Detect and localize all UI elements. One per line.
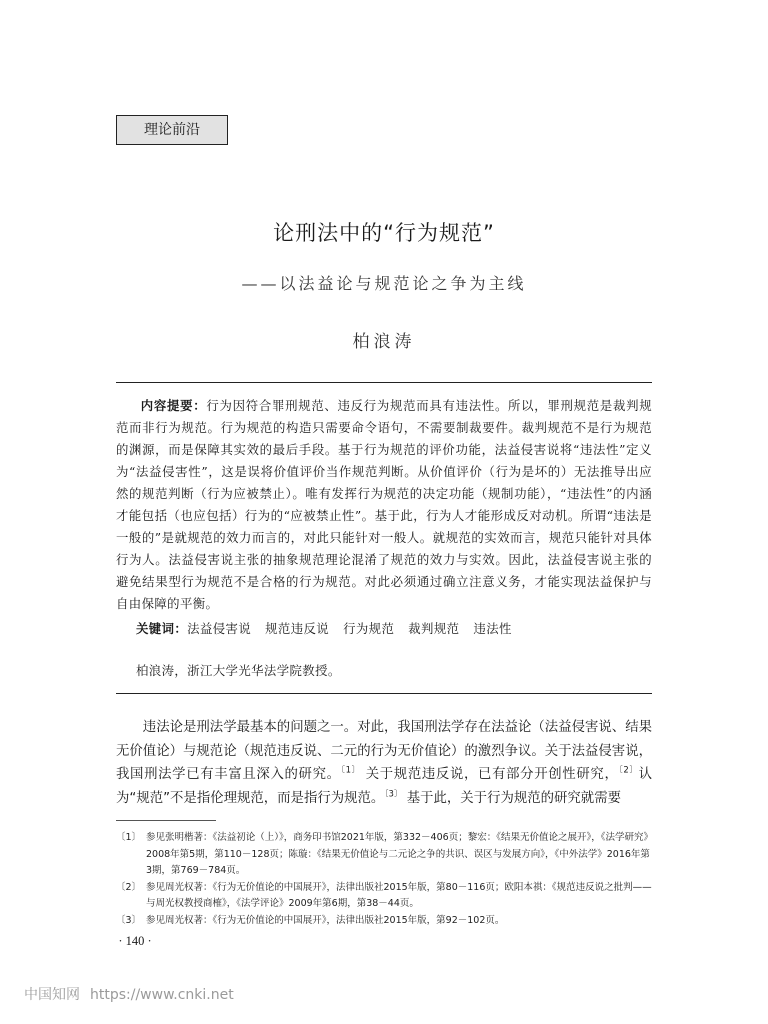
body-text-run: 关于规范违反说，已有部分开创性研究， <box>360 767 619 782</box>
article-subtitle: ——以法益论与规范论之争为主线 <box>241 274 527 293</box>
keywords-label: 关键词： <box>136 621 188 636</box>
footnote-text: 参见周光权著：《行为无价值论的中国展开》，法律出版社2015年版，第92－102页。 <box>146 914 505 926</box>
keyword: 行为规范 <box>343 621 395 636</box>
footnote-text: 参见周光权著：《行为无价值论的中国展开》，法律出版社2015年版，第80－116页；欧阳本祺：《规范违反说之批判——与周光权教授商榷》，《法学评论》2009年第6期，第38－44页。 <box>146 881 652 909</box>
watermark-url: https://www.cnki.net <box>90 987 234 1003</box>
footnotes <box>116 830 652 929</box>
body-text <box>116 716 652 810</box>
abstract <box>116 395 652 615</box>
section-tag: 理论前沿 <box>116 115 228 145</box>
body-text-run: 违法论是刑法学最基本的问题之一。对此，我国刑法学存在法益论（法益侵害说、结果无价值论）与规范论（规范违反说、二元的行为无价值论）的激烈争议。关于法益侵害说，我国刑法学已有丰富且深入的研究。 <box>116 720 652 782</box>
footnote-number: 〔2〕 <box>116 881 142 893</box>
footnote <box>116 830 652 880</box>
keyword: 裁判规范 <box>408 621 460 636</box>
footnote-ref[interactable]: 〔2〕 <box>618 765 639 776</box>
keyword: 法益侵害说 <box>187 621 252 636</box>
keyword: 规范违反说 <box>265 621 330 636</box>
footnote-ref[interactable]: 〔1〕 <box>340 765 361 776</box>
watermark-brand: 中国知网 <box>24 987 80 1003</box>
author-name: 柏浪涛 <box>352 332 416 352</box>
top-divider <box>116 382 652 383</box>
bottom-divider <box>116 693 652 694</box>
author-affiliation: 柏浪涛，浙江大学光华法学院教授。 <box>136 663 341 678</box>
abstract-label: 内容提要： <box>140 398 207 413</box>
footnote-number: 〔3〕 <box>116 914 142 926</box>
keyword: 违法性 <box>473 621 512 636</box>
footnote-number: 〔1〕 <box>116 832 142 843</box>
body-paragraph <box>116 716 652 810</box>
keywords <box>136 618 652 640</box>
footnote-text: 参见张明楷著：《法益初论（上）》，商务印书馆2021年版，第332－406页；黎宏：《结果无价值论之展开》，《法学研究》2008年第5期，第110－128页；陈璇：《结果无价值论与二元论之争的共识、误区与发展方向》，《中外法学》2016年第3期，第769－784页。 <box>146 832 650 876</box>
footnote-ref[interactable]: 〔3〕 <box>384 789 403 800</box>
page-number: · 140 · <box>118 934 152 948</box>
body-text-run: 认为“规范”不是指伦理规范，而是指行为规范。 <box>116 767 652 806</box>
watermark <box>24 984 234 1004</box>
article-title: 论刑法中的“行为规范” <box>273 221 495 245</box>
footnote <box>116 913 652 930</box>
footnote <box>116 880 652 913</box>
body-text-run: 基于此，关于行为规范的研究就需要 <box>402 790 621 806</box>
abstract-text: 行为因符合罪刑规范、违反行为规范而具有违法性。所以，罪刑规范是裁判规范而非行为规范。行为规范的构造只需要命令语句，不需要制裁要件。裁判规范不是行为规范的渊源，而是保障其实效的最后手段。基于行为规范的评价功能，法益侵害说将“违法性”定义为“法益侵害性”，这是误将价值评价当作规范判断。从价值评价（行为是坏的）无法推导出应然的规范判断（行为应被禁止）。唯有发挥行为规范的决定功能（规制功能），“违法性”的内涵才能包括（也应包括）行为的“应被禁止性”。基于此，行为人才能形成反对动机。所谓“违法是一般的”是就规范的效力而言的，对此只能针对一般人。就规范的实效而言，规范只能针对具体行为人。法益侵害说主张的抽象规范理论混淆了规范的效力与实效。因此，法益侵害说主张的避免结果型行为规范不是合格的行为规范。对此必须通过确立注意义务，才能实现法益保护与自由保障的平衡。 <box>116 398 653 611</box>
footnote-divider <box>116 820 216 821</box>
